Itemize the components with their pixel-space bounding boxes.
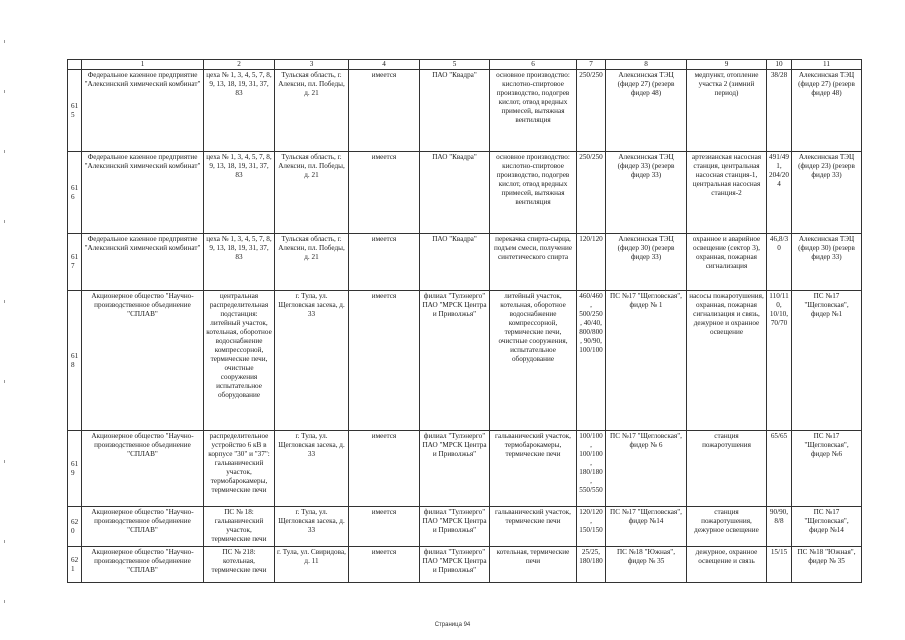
cell-feeder: ПС №18 "Южная", фидер № 35: [606, 547, 687, 583]
cell-facilities: цеха № 1, 3, 4, 5, 7, 8, 9, 13, 18, 19, 31, 37, 83: [204, 70, 275, 152]
cell-emergency-load: станция пожаротушения: [687, 431, 767, 507]
row-number: 621: [68, 547, 82, 583]
cell-address: г. Тула, ул. Щегловская засека, д. 33: [275, 507, 349, 547]
cell-availability: имеется: [349, 507, 420, 547]
cell-emergency-feeder: Алексинская ТЭЦ (фидер 30) (резерв фидер 33): [792, 234, 862, 291]
table-row: [68, 431, 862, 507]
cell-emergency-feeder: ПС №17 "Щегловская", фидер №6: [792, 431, 862, 507]
cell-emergency-power: 491/491, 204/204: [767, 152, 792, 234]
cell-emergency-load: станция пожаротушения, дежурное освещение: [687, 507, 767, 547]
cell-availability: имеется: [349, 70, 420, 152]
cell-supplier: филиал "Тулэнерго" ПАО "МРСК Центра и Приволжья": [420, 291, 490, 431]
cell-emergency-feeder: Алексинская ТЭЦ (фидер 27) (резерв фидер 48): [792, 70, 862, 152]
header-cell: 4: [349, 60, 420, 70]
header-cell: 9: [687, 60, 767, 70]
cell-availability: имеется: [349, 152, 420, 234]
cell-availability: имеется: [349, 431, 420, 507]
cell-address: г. Тула, ул. Щегловская засека, д. 33: [275, 291, 349, 431]
cell-power: 250/250: [577, 70, 606, 152]
cell-address: Тульская область, г. Алексин, пл. Победы, д. 21: [275, 152, 349, 234]
row-number: 618: [68, 291, 82, 431]
cell-emergency-power: 46,8/30: [767, 234, 792, 291]
page-edge-marks: [4, 0, 6, 640]
header-cell: 8: [606, 60, 687, 70]
header-cell: 6: [490, 60, 577, 70]
cell-production: гальванический участок, термические печи: [490, 507, 577, 547]
row-number: 617: [68, 234, 82, 291]
header-cell: 3: [275, 60, 349, 70]
table-row: [68, 507, 862, 547]
cell-power: 120/120, 150/150: [577, 507, 606, 547]
header-cell: 5: [420, 60, 490, 70]
row-number: 615: [68, 70, 82, 152]
cell-facilities: цеха № 1, 3, 4, 5, 7, 8, 9, 13, 18, 19, 31, 37, 83: [204, 152, 275, 234]
cell-power: 460/460, 500/250, 40/40, 800/800, 90/90, 100/100: [577, 291, 606, 431]
cell-emergency-load: насосы пожаротушения, охранная, пожарная сигнализация и связь, дежурное и охранное освещение: [687, 291, 767, 431]
cell-feeder: ПС №17 "Щегловская", фидер №14: [606, 507, 687, 547]
header-cell: 10: [767, 60, 792, 70]
cell-supplier: ПАО "Квадра": [420, 234, 490, 291]
header-cell: 2: [204, 60, 275, 70]
cell-availability: имеется: [349, 234, 420, 291]
header-cell: 11: [792, 60, 862, 70]
cell-power: 25/25, 180/180: [577, 547, 606, 583]
table-row: [68, 291, 862, 431]
row-number: 616: [68, 152, 82, 234]
cell-supplier: филиал "Тулэнерго" ПАО "МРСК Центра и Приволжья": [420, 431, 490, 507]
document-table: [67, 59, 862, 583]
cell-emergency-power: 38/28: [767, 70, 792, 152]
cell-emergency-load: охранное и аварийное освещение (сектор 3), охранная, пожарная сигнализация: [687, 234, 767, 291]
cell-emergency-power: 110/110, 10/10, 70/70: [767, 291, 792, 431]
cell-feeder: Алексинская ТЭЦ (фидер 30) (резерв фидер 33): [606, 234, 687, 291]
cell-emergency-power: 65/65: [767, 431, 792, 507]
cell-production: литейный участок, котельная, оборотное водоснабжение компрессорной, термические печи, очистные сооружения, испытательное оборудование: [490, 291, 577, 431]
cell-emergency-power: 15/15: [767, 547, 792, 583]
row-number: 619: [68, 431, 82, 507]
cell-organization: Федеральное казенное предприятие "Алексинский химический комбинат": [82, 70, 204, 152]
cell-availability: имеется: [349, 547, 420, 583]
cell-emergency-power: 90/90, 8/8: [767, 507, 792, 547]
cell-emergency-load: дежурное, охранное освещение и связь: [687, 547, 767, 583]
table-row: [68, 70, 862, 152]
cell-address: г. Тула, ул. Свиридова, д. 11: [275, 547, 349, 583]
header-row: [68, 60, 862, 70]
cell-organization: Федеральное казенное предприятие "Алексинский химический комбинат": [82, 152, 204, 234]
cell-power: 120/120: [577, 234, 606, 291]
row-number: 620: [68, 507, 82, 547]
cell-supplier: филиал "Тулэнерго" ПАО "МРСК Центра и Приволжья": [420, 547, 490, 583]
cell-facilities: цеха № 1, 3, 4, 5, 7, 8, 9, 13, 18, 19, 31, 37, 83: [204, 234, 275, 291]
cell-address: г. Тула, ул. Щегловская засека, д. 33: [275, 431, 349, 507]
cell-power: 250/250: [577, 152, 606, 234]
cell-facilities: центральная распределительная подстанция: литейный участок, котельная, оборотное водоснабжение компрессорной, термические печи, очистные сооружения испытательное оборудование: [204, 291, 275, 431]
cell-production: основное производство: кислотно-спиртовое производство, подогрев кислот, отвод вредных примесей, вытяжная вентиляция: [490, 152, 577, 234]
cell-production: котельная, термические печи: [490, 547, 577, 583]
cell-facilities: распределительное устройство 6 кВ в корпусе "30" и "37": гальванический участок, термобарокамеры, термические печи: [204, 431, 275, 507]
cell-organization: Акционерное общество "Научно-производственное объединение "СПЛАВ": [82, 507, 204, 547]
cell-supplier: филиал "Тулэнерго" ПАО "МРСК Центра и Приволжья": [420, 507, 490, 547]
cell-emergency-load: медпункт, отопление участка 2 (зимний период): [687, 70, 767, 152]
cell-emergency-feeder: ПС №18 "Южная", фидер № 35: [792, 547, 862, 583]
table-row: [68, 547, 862, 583]
cell-feeder: ПС №17 "Щегловская", фидер № 1: [606, 291, 687, 431]
cell-emergency-feeder: ПС №17 "Щегловская", фидер №1: [792, 291, 862, 431]
cell-organization: Акционерное общество "Научно-производственное объединение "СПЛАВ": [82, 431, 204, 507]
cell-production: гальванический участок, термобарокамеры, термические печи: [490, 431, 577, 507]
cell-power: 100/100, 100/100, 180/180, 550/550: [577, 431, 606, 507]
cell-address: Тульская область, г. Алексин, пл. Победы, д. 21: [275, 70, 349, 152]
header-cell: 1: [82, 60, 204, 70]
cell-supplier: ПАО "Квадра": [420, 70, 490, 152]
cell-emergency-feeder: ПС №17 "Щегловская", фидер №14: [792, 507, 862, 547]
cell-production: перекачка спирта-сырца, подъем смеси, получение синтетического спирта: [490, 234, 577, 291]
header-cell: 7: [577, 60, 606, 70]
cell-address: Тульская область, г. Алексин, пл. Победы, д. 21: [275, 234, 349, 291]
cell-feeder: Алексинская ТЭЦ (фидер 33) (резерв фидер 33): [606, 152, 687, 234]
cell-emergency-feeder: Алексинская ТЭЦ (фидер 23) (резерв фидер 33): [792, 152, 862, 234]
cell-feeder: Алексинская ТЭЦ (фидер 27) (резерв фидер 48): [606, 70, 687, 152]
cell-organization: Федеральное казенное предприятие "Алексинский химический комбинат": [82, 234, 204, 291]
table-row: [68, 234, 862, 291]
cell-supplier: ПАО "Квадра": [420, 152, 490, 234]
page-number: Страница 94: [434, 622, 471, 628]
cell-organization: Акционерное общество "Научно-производственное объединение "СПЛАВ": [82, 291, 204, 431]
header-cell-blank: [68, 60, 82, 70]
cell-facilities: ПС № 18: гальванический участок, термические печи: [204, 507, 275, 547]
cell-availability: имеется: [349, 291, 420, 431]
cell-facilities: ПС № 218: котельная, термические печи: [204, 547, 275, 583]
cell-production: основное производство: кислотно-спиртовое производство, подогрев кислот, отвод вредных примесей, вытяжная вентиляция: [490, 70, 577, 152]
cell-feeder: ПС №17 "Щегловская", фидер № 6: [606, 431, 687, 507]
cell-emergency-load: артезианская насосная станция, центральная насосная станция-1, центральная насосная станция-2: [687, 152, 767, 234]
cell-organization: Акционерное общество "Научно-производственное объединение "СПЛАВ": [82, 547, 204, 583]
table-row: [68, 152, 862, 234]
